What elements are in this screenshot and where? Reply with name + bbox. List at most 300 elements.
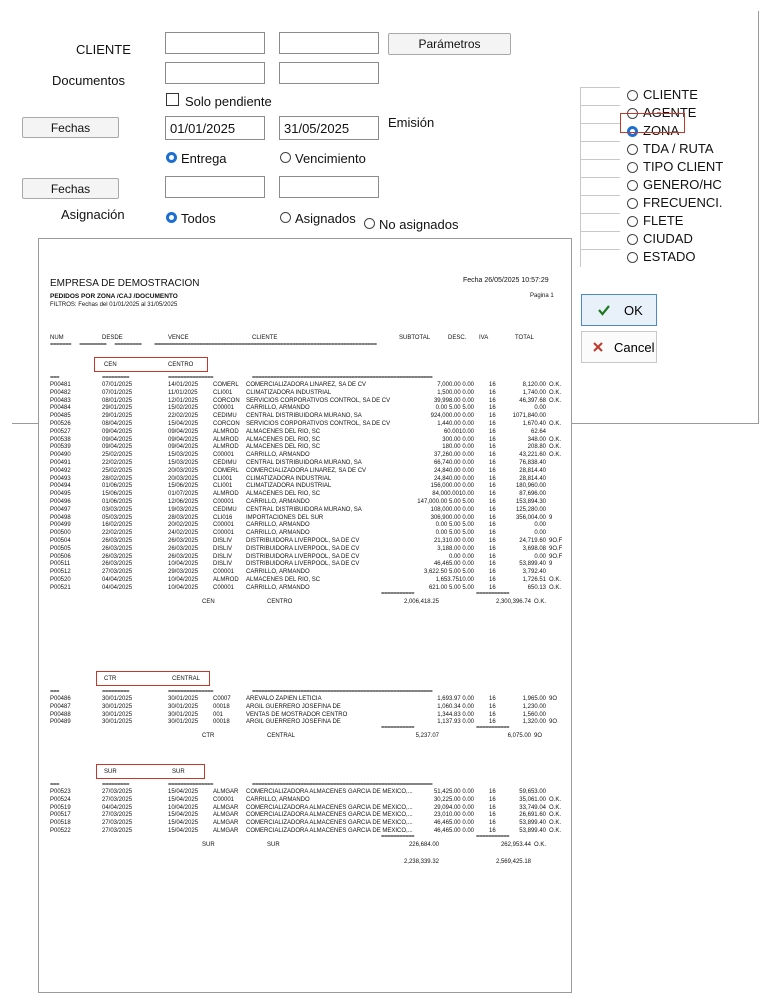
row-code: C00001 xyxy=(213,569,235,576)
row-cliente: COMERCIALIZADORA ALMACENES GARCIA DE MEXICO,... xyxy=(246,789,413,795)
row-status: O.K. xyxy=(549,584,562,591)
row-code: C00001 xyxy=(213,452,235,459)
fechas-button-2[interactable]: Fechas xyxy=(22,178,119,199)
row-desde: 16/02/2025 xyxy=(102,522,133,529)
row-desde: 30/01/2025 xyxy=(102,703,133,710)
row-status: O.K. xyxy=(549,452,562,459)
report-title: PEDIDOS POR ZONA /CAJ /DOCUMENTO xyxy=(50,293,178,300)
row-iva: 16 xyxy=(489,389,496,396)
row-desde: 30/01/2025 xyxy=(102,719,133,726)
row-desde: 25/02/2025 xyxy=(102,467,133,474)
row-code: DISLIV xyxy=(213,545,233,552)
row-num: P00496 xyxy=(50,499,71,505)
row-status: O.K. xyxy=(549,820,562,827)
group-total-code: CEN xyxy=(202,598,215,605)
row-cliente: CARRILLO, ARMANDO xyxy=(246,405,310,412)
row-cliente: IMPORTACIONES DEL SUR xyxy=(246,514,324,521)
row-subtotal: 30,225.00 0.00 xyxy=(433,796,474,803)
row-desde: 26/03/2025 xyxy=(102,545,133,552)
grouping-label: GENERO/HC xyxy=(643,177,722,192)
grand-total: 2,569,425.18 xyxy=(495,859,531,865)
row-num: P00504 xyxy=(50,538,71,544)
row-iva: 16 xyxy=(489,452,496,459)
row-total: 87,696.00 xyxy=(519,491,546,498)
row-num: P00527 xyxy=(50,428,71,435)
row-cliente: CARRILLO, ARMANDO xyxy=(246,569,310,576)
row-code: CORCON xyxy=(213,421,240,427)
row-vence: 15/04/2025 xyxy=(168,828,199,834)
group-rule: =============== xyxy=(168,689,214,695)
row-vence: 10/04/2025 xyxy=(168,804,199,811)
row-desde: 29/01/2025 xyxy=(102,405,133,412)
row-code: 001 xyxy=(213,711,224,718)
row-status: 9O xyxy=(549,696,558,702)
row-desde: 01/06/2025 xyxy=(102,483,133,490)
vencimiento-radio[interactable] xyxy=(280,152,291,163)
row-num: P00490 xyxy=(50,452,71,459)
row-num: P00483 xyxy=(50,397,71,404)
group-rule: =============== xyxy=(168,375,214,381)
row-vence: 09/04/2025 xyxy=(168,428,199,435)
row-code: ALMROD xyxy=(213,577,239,583)
row-iva: 16 xyxy=(489,553,496,560)
row-num: P00539 xyxy=(50,444,71,451)
group-total-name: SUR xyxy=(267,841,280,848)
vencimiento-label: Vencimiento xyxy=(295,151,366,166)
cliente-desde-field[interactable] xyxy=(165,32,265,54)
group-status: O.K. xyxy=(534,841,547,848)
emision-label: Emisión xyxy=(388,115,435,130)
row-desde: 09/04/2025 xyxy=(102,428,133,435)
grouping-radio-cliente[interactable] xyxy=(627,90,638,101)
fechas-button-1[interactable]: Fechas xyxy=(22,117,119,138)
grand-subtotal: 2,238,339.32 xyxy=(403,859,439,865)
row-iva: 16 xyxy=(489,719,496,726)
row-desde: 09/04/2025 xyxy=(102,436,133,443)
row-subtotal: 156,000.00 0.00 xyxy=(430,483,474,490)
row-status: O.K. xyxy=(549,397,562,404)
row-num: P00520 xyxy=(50,577,71,583)
row-vence: 10/04/2025 xyxy=(168,577,199,583)
report-preview[interactable] xyxy=(38,238,572,993)
row-cliente: ARGIL GUERRERO JOSEFINA DE xyxy=(246,719,341,726)
row-total: 1,965.00 xyxy=(522,696,546,702)
row-code: C00001 xyxy=(213,405,235,412)
row-subtotal: 0.00 0.00 xyxy=(448,553,474,560)
row-subtotal: 39,998.00 0.00 xyxy=(433,397,474,404)
row-num: P00495 xyxy=(50,491,71,498)
grouping-cell xyxy=(580,159,620,177)
row-total: 0.00 xyxy=(534,553,546,560)
row-code: C0007 xyxy=(213,696,231,702)
row-code: ALMGAR xyxy=(213,828,239,834)
row-desde: 04/04/2025 xyxy=(102,804,133,811)
row-total: 43,221.60 xyxy=(519,452,546,459)
row-desde: 22/02/2025 xyxy=(102,530,133,537)
row-code: CLI001 xyxy=(213,483,233,490)
row-cliente: ARGIL GUERRERO JOSEFINA DE xyxy=(246,703,341,710)
group-rule: ========= xyxy=(102,689,130,695)
col-iva: IVA xyxy=(479,335,489,341)
row-total: 59,653.00 xyxy=(519,789,546,795)
row-num: P00485 xyxy=(50,413,71,420)
row-vence: 30/01/2025 xyxy=(168,703,199,710)
row-code: C00001 xyxy=(213,522,235,529)
row-num: P00494 xyxy=(50,483,71,490)
row-iva: 16 xyxy=(489,382,496,388)
row-status: O.K. xyxy=(549,421,562,427)
row-desde: 26/03/2025 xyxy=(102,561,133,568)
row-desde: 28/02/2025 xyxy=(102,475,133,482)
zona-highlight xyxy=(620,113,685,133)
fecha-hasta-field[interactable]: 31/05/2025 xyxy=(279,116,379,140)
row-vence: 22/02/2025 xyxy=(168,413,199,420)
row-iva: 16 xyxy=(489,421,496,427)
row-code: ALMROD xyxy=(213,428,239,435)
row-cliente: CENTRAL DISTRIBUIDORA MURANO, SA xyxy=(246,506,362,513)
row-vence: 14/01/2025 xyxy=(168,382,199,388)
row-num: P00482 xyxy=(50,389,71,396)
row-iva: 16 xyxy=(489,405,496,412)
row-vence: 10/04/2025 xyxy=(168,584,199,591)
row-status: 9O.F xyxy=(549,545,563,552)
row-vence: 19/03/2025 xyxy=(168,506,199,513)
row-subtotal: 1,440.00 0.00 xyxy=(437,421,474,427)
row-iva: 16 xyxy=(489,696,496,702)
row-desde: 04/04/2025 xyxy=(102,584,133,591)
row-num: P00505 xyxy=(50,545,71,552)
row-total: 1071,840.00 xyxy=(512,413,546,420)
group-name: CENTRO xyxy=(168,362,194,368)
row-iva: 16 xyxy=(489,812,496,819)
row-vence: 15/03/2025 xyxy=(168,460,199,466)
row-desde: 25/02/2025 xyxy=(102,452,133,459)
group-rule: ============================================================ xyxy=(252,375,433,381)
row-code: COMERL xyxy=(213,382,239,388)
row-cliente: AREVALO ZAPIEN LETICIA xyxy=(246,696,322,702)
grouping-cell xyxy=(580,123,620,141)
row-subtotal: 1,653.7510.00 xyxy=(435,577,474,583)
row-total: 1,740.00 xyxy=(522,389,546,396)
grouping-radio-frecuenci-[interactable] xyxy=(627,198,638,209)
row-total: 33,749.04 xyxy=(519,804,546,811)
row-num: P00488 xyxy=(50,711,71,718)
col-cliente: CLIENTE xyxy=(252,335,278,341)
row-code: COMERL xyxy=(213,467,239,474)
entrega-radio[interactable] xyxy=(166,152,177,163)
row-code: CLI016 xyxy=(213,514,233,521)
row-vence: 12/06/2025 xyxy=(168,499,199,505)
cliente-hasta-field[interactable] xyxy=(279,32,379,54)
row-subtotal: 147,000.00 5.00 5.00 xyxy=(417,499,474,505)
row-total: 348.00 xyxy=(527,436,546,443)
asignados-radio[interactable] xyxy=(280,212,291,223)
row-code: ALMROD xyxy=(213,444,239,451)
row-code: C00001 xyxy=(213,499,235,505)
row-iva: 16 xyxy=(489,538,496,544)
row-total: 1,670.40 xyxy=(522,421,546,427)
row-status: 9O.F xyxy=(549,538,563,544)
row-code: C00001 xyxy=(213,584,235,591)
row-desde: 05/03/2025 xyxy=(102,514,133,521)
row-subtotal: 46,465.00 0.00 xyxy=(433,561,474,568)
group-status: O.K. xyxy=(534,598,547,605)
grouping-label: FLETE xyxy=(643,213,684,228)
total-rule: =========== xyxy=(476,833,510,840)
row-code: ALMGAR xyxy=(213,812,239,819)
row-status: O.K. xyxy=(549,804,562,811)
fecha2-desde-field[interactable] xyxy=(165,176,265,198)
row-status: O.K. xyxy=(549,382,562,388)
fecha2-hasta-field[interactable] xyxy=(279,176,379,198)
grouping-label: TIPO CLIENT xyxy=(643,159,724,174)
row-desde: 15/06/2025 xyxy=(102,491,133,498)
group-code: CTR xyxy=(104,676,117,682)
grouping-cell xyxy=(580,249,620,267)
group-total-code: SUR xyxy=(202,841,215,848)
row-subtotal: 1,060.34 0.00 xyxy=(437,703,474,710)
row-iva: 16 xyxy=(489,436,496,443)
row-iva: 16 xyxy=(489,804,496,811)
grouping-radio-tda-ruta[interactable] xyxy=(627,144,638,155)
row-iva: 16 xyxy=(489,820,496,827)
cancel-label: Cancel xyxy=(614,340,655,355)
row-vence: 11/01/2025 xyxy=(168,389,198,396)
row-code: ALMGAR xyxy=(213,820,239,827)
grouping-radio-flete[interactable] xyxy=(627,216,638,227)
row-subtotal: 108,000.00 0.00 xyxy=(430,506,474,513)
col-vence: VENCE xyxy=(168,335,189,341)
row-cliente: COMERCIALIZADORA LINAREZ, SA DE CV xyxy=(246,382,367,388)
row-vence: 20/02/2025 xyxy=(168,522,199,529)
row-cliente: VENTAS DE MOSTRADOR CENTRO xyxy=(246,711,348,718)
row-desde: 27/03/2025 xyxy=(102,569,133,576)
total-rule: =========== xyxy=(381,590,415,597)
row-iva: 16 xyxy=(489,413,496,420)
grouping-cell xyxy=(580,213,620,231)
documentos-hasta-field[interactable] xyxy=(279,62,379,84)
row-iva: 16 xyxy=(489,522,496,529)
row-code: C00001 xyxy=(213,796,235,803)
row-total: 53,899.40 xyxy=(519,820,546,827)
row-cliente: ALMACENES DEL RIO, SC xyxy=(246,491,321,498)
row-num: P00521 xyxy=(50,584,71,591)
documentos-desde-field[interactable] xyxy=(165,62,265,84)
entrega-label: Entrega xyxy=(181,151,227,166)
row-num: P00519 xyxy=(50,804,71,811)
row-subtotal: 3,622.50 5.00 5.00 xyxy=(423,569,474,576)
row-vence: 26/03/2025 xyxy=(168,553,199,560)
parametros-button[interactable]: Parámetros xyxy=(388,33,511,55)
grouping-cell xyxy=(580,105,620,123)
group-code: SUR xyxy=(104,769,117,775)
row-cliente: DISTRIBUIDORA LIVERPOOL, SA DE CV xyxy=(246,538,360,544)
row-status: O.K. xyxy=(549,577,562,583)
row-cliente: CLIMATIZADORA INDUSTRIAL xyxy=(246,389,332,396)
row-code: ALMGAR xyxy=(213,804,239,811)
row-total: 62.64 xyxy=(530,428,546,435)
row-subtotal: 300.00 0.00 xyxy=(442,436,474,443)
checkmark-icon xyxy=(597,303,611,317)
row-cliente: CLIMATIZADORA INDUSTRIAL xyxy=(246,483,332,490)
row-cliente: ALMACENES DEL RIO, SC xyxy=(246,444,321,451)
row-desde: 01/06/2025 xyxy=(102,499,133,505)
row-desde: 22/02/2025 xyxy=(102,460,133,466)
row-desde: 04/04/2025 xyxy=(102,577,133,583)
row-num: P00522 xyxy=(50,828,71,834)
row-total: 180,960.00 xyxy=(515,483,546,490)
row-iva: 16 xyxy=(489,467,496,474)
row-num: P00500 xyxy=(50,530,71,537)
row-desde: 27/03/2025 xyxy=(102,789,133,795)
row-subtotal: 3,188.00 0.00 xyxy=(437,545,474,552)
row-code: ALMROD xyxy=(213,436,239,443)
row-num: P00487 xyxy=(50,703,71,710)
row-total: 356,004.00 xyxy=(515,514,546,521)
row-subtotal: 621.00 5.00 5.00 xyxy=(428,584,474,591)
group-rule: ========= xyxy=(102,782,130,788)
row-code: 00018 xyxy=(213,719,230,726)
row-code: CLI001 xyxy=(213,475,233,482)
row-total: 1,230.00 xyxy=(522,703,546,710)
row-code: ALMGAR xyxy=(213,789,239,795)
row-cliente: ALMACENES DEL RIO, SC xyxy=(246,577,321,583)
row-num: P00517 xyxy=(50,812,71,819)
row-num: P00491 xyxy=(50,460,71,466)
row-cliente: ALMACENES DEL RIO, SC xyxy=(246,436,321,443)
row-code: CEDIMU xyxy=(213,460,237,466)
row-iva: 16 xyxy=(489,584,496,591)
row-iva: 16 xyxy=(489,444,496,451)
row-num: P00484 xyxy=(50,405,71,412)
group-subtotal: 2,006,418.25 xyxy=(403,598,439,605)
row-subtotal: 66,740.00 0.00 xyxy=(433,460,474,466)
no-asignados-radio[interactable] xyxy=(364,218,375,229)
row-total: 35,061.00 xyxy=(519,796,546,803)
row-cliente: CENTRAL DISTRIBUIDORA MURANO, SA xyxy=(246,460,362,466)
row-subtotal: 0.00 5.00 5.00 xyxy=(435,522,474,529)
row-cliente: COMERCIALIZADORA ALMACENES GARCIA DE MEXICO,... xyxy=(246,804,413,811)
report-filters: FILTROS: Fechas del 01/01/2025 al 31/05/2025 xyxy=(50,302,178,308)
row-cliente: COMERCIALIZADORA ALMACENES GARCIA DE MEXICO,... xyxy=(246,828,413,834)
row-total: 28,814.40 xyxy=(519,467,546,474)
row-desde: 09/04/2025 xyxy=(102,444,133,451)
total-rule: =========== xyxy=(476,590,510,597)
group-subtotal: 5,237.07 xyxy=(415,733,439,740)
row-num: P00512 xyxy=(50,569,71,576)
row-num: P00524 xyxy=(50,796,71,803)
row-status: O.K. xyxy=(549,796,562,803)
row-vence: 10/04/2025 xyxy=(168,561,199,568)
asignacion-label: Asignación xyxy=(61,207,125,222)
row-subtotal: 60.0010.00 xyxy=(443,428,474,435)
grouping-label: AGENTE xyxy=(643,105,697,120)
row-desde: 07/01/2025 xyxy=(102,382,133,388)
row-subtotal: 7,000.00 0.00 xyxy=(437,382,474,388)
grouping-cell xyxy=(580,177,620,195)
todos-radio[interactable] xyxy=(166,212,177,223)
report-page: Pagina 1 xyxy=(530,293,554,299)
row-total: 3,792.40 xyxy=(522,569,546,576)
cancel-button[interactable] xyxy=(581,331,657,363)
row-iva: 16 xyxy=(489,475,496,482)
row-subtotal: 84,000.0010.00 xyxy=(432,491,474,498)
row-cliente: COMERCIALIZADORA LINAREZ, SA DE CV xyxy=(246,467,367,474)
row-cliente: CARRILLO, ARMANDO xyxy=(246,522,310,529)
grouping-radio-ciudad[interactable] xyxy=(627,234,638,245)
row-desde: 30/01/2025 xyxy=(102,696,133,702)
cliente-label: CLIENTE xyxy=(76,42,131,57)
row-code: DISLIV xyxy=(213,538,233,544)
row-status: O.K. xyxy=(549,828,562,834)
documentos-label: Documentos xyxy=(52,73,125,88)
row-vence: 26/03/2025 xyxy=(168,538,199,544)
row-subtotal: 1,344.83 0.00 xyxy=(437,711,474,718)
grouping-radio-tipo-client[interactable] xyxy=(627,162,638,173)
grouping-label: CLIENTE xyxy=(643,87,698,102)
row-total: 76,838.40 xyxy=(519,460,546,466)
row-total: 46,397.68 xyxy=(519,397,546,404)
row-total: 0.00 xyxy=(534,522,546,529)
row-iva: 16 xyxy=(489,397,496,404)
row-subtotal: 37,260.00 0.00 xyxy=(433,452,474,459)
grouping-cell xyxy=(580,87,620,105)
row-cliente: COMERCIALIZADORA ALMACENES GARCIA DE MEXICO,... xyxy=(246,812,413,819)
row-num: P00526 xyxy=(50,421,71,427)
group-rule: =============== xyxy=(168,782,214,788)
row-num: P00518 xyxy=(50,820,71,827)
row-code: CLI001 xyxy=(213,389,233,396)
row-cliente: CARRILLO, ARMANDO xyxy=(246,530,310,537)
row-iva: 16 xyxy=(489,789,496,795)
row-iva: 16 xyxy=(489,428,496,435)
row-iva: 16 xyxy=(489,711,496,718)
row-vence: 28/03/2025 xyxy=(168,514,199,521)
grouping-radio-estado[interactable] xyxy=(627,252,638,263)
ok-button[interactable] xyxy=(581,294,657,326)
row-subtotal: 1,500.00 0.00 xyxy=(437,389,474,396)
row-vence: 15/04/2025 xyxy=(168,812,199,819)
row-subtotal: 29,094.00 0.00 xyxy=(433,804,474,811)
solo-pendiente-checkbox[interactable] xyxy=(166,93,179,106)
row-total: 53,899.40 xyxy=(519,828,546,834)
row-desde: 03/03/2025 xyxy=(102,506,133,513)
row-iva: 16 xyxy=(489,514,496,521)
row-iva: 16 xyxy=(489,499,496,505)
row-code: C00001 xyxy=(213,530,235,537)
row-subtotal: 306,900.00 0.00 xyxy=(430,514,474,521)
fecha-desde-field[interactable]: 01/01/2025 xyxy=(165,116,265,140)
row-code: 00018 xyxy=(213,703,230,710)
row-total: 1,320.00 xyxy=(522,719,546,726)
grouping-radio-genero-hc[interactable] xyxy=(627,180,638,191)
row-total: 125,280.00 xyxy=(515,506,546,513)
row-iva: 16 xyxy=(489,796,496,803)
row-vence: 30/01/2025 xyxy=(168,696,199,702)
row-num: P00497 xyxy=(50,506,71,513)
row-vence: 15/06/2025 xyxy=(168,483,199,490)
todos-label: Todos xyxy=(181,211,216,226)
row-total: 53,899.40 xyxy=(519,561,546,568)
report-company: EMPRESA DE DEMOSTRACION xyxy=(50,278,200,289)
row-total: 26,691.60 xyxy=(519,812,546,819)
group-total: 2,300,396.74 xyxy=(495,598,531,605)
row-vence: 15/04/2025 xyxy=(168,421,199,427)
row-code: DISLIV xyxy=(213,561,233,568)
row-status: 9O xyxy=(549,719,558,726)
close-icon xyxy=(592,341,604,353)
row-code: CEDIMU xyxy=(213,506,237,513)
